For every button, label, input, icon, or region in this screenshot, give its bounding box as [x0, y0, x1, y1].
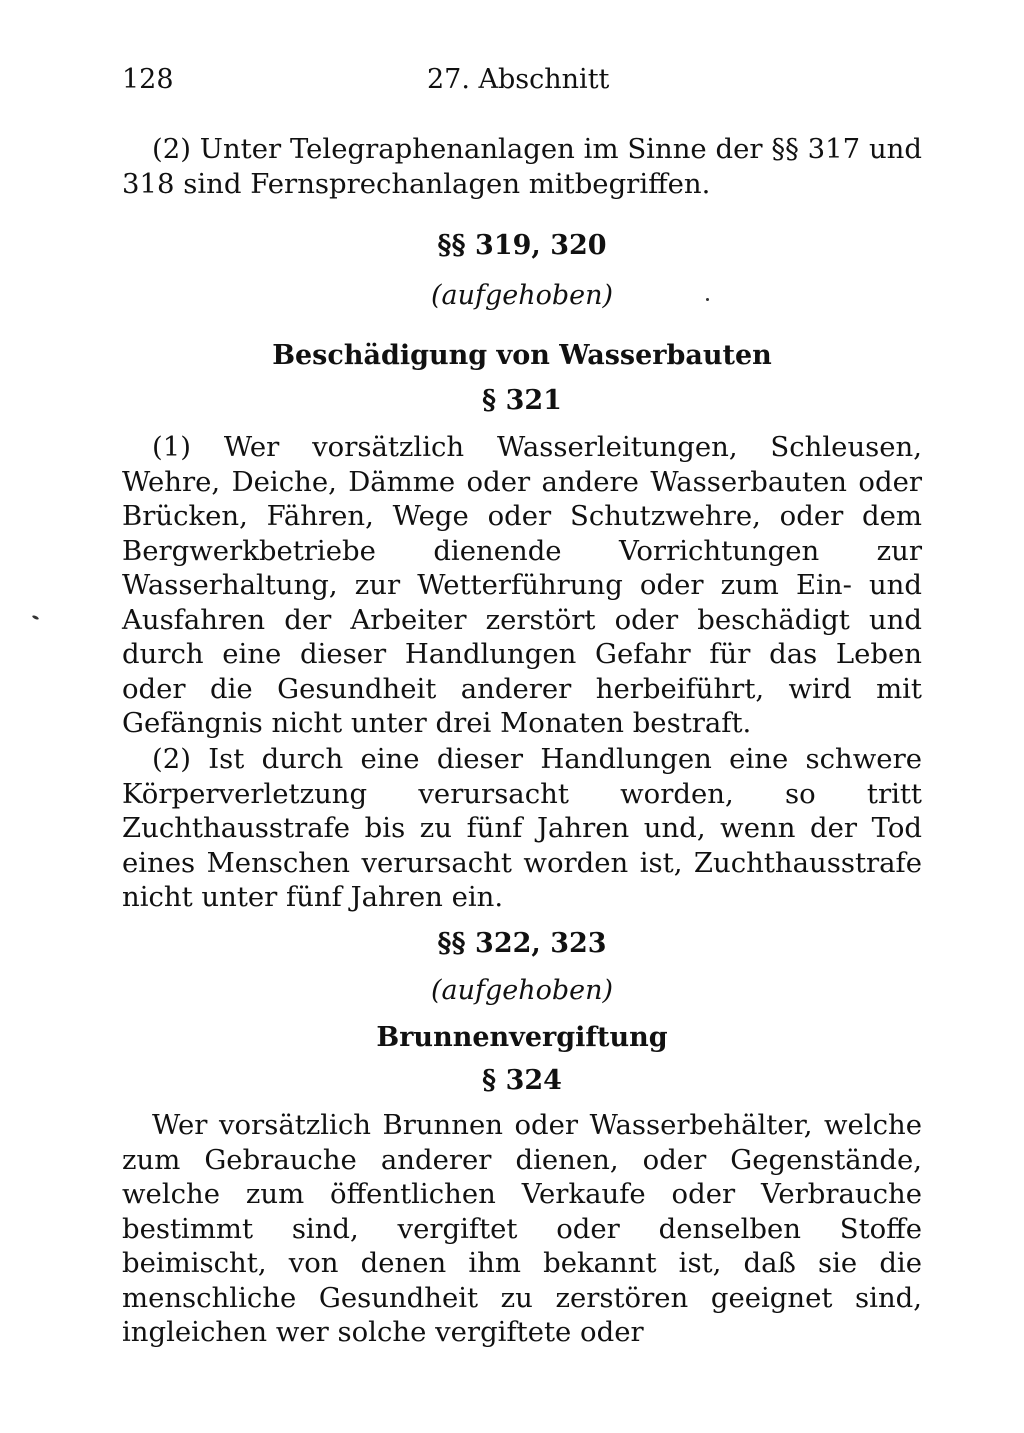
running-head: 27. Abschnitt	[427, 64, 610, 95]
paragraph-321-2	[122, 742, 922, 915]
paragraph-text: (2) Ist durch eine dieser Handlungen eine schwere Körperverletzung verursacht worden, so tritt Zuchthausstrafe bis zu fünf Jahren und, wenn der Tod eines Menschen verursacht worden ist, Zuchthausstrafe nicht unter fünf Jahren ein.	[122, 743, 922, 913]
section-title-324: Brunnenvergiftung	[376, 1022, 668, 1053]
section-number-319-320: §§ 319, 320	[437, 230, 607, 261]
paragraph-text: (1) Wer vorsätzlich Wasserleitungen, Schleusen, Wehre, Deiche, Dämme oder andere Wasserbauten oder Brücken, Fähren, Wege oder Schutzwehre, oder dem Bergwerkbetriebe dienende Vorrichtungen zur Wasserhaltung, zur Wetterführung oder zum Ein- und Ausfahren der Arbeiter zerstört oder beschädigt und durch eine dieser Handlungen Gefahr für das Leben oder die Gesundheit anderer herbeiführt, wird mit Gefängnis nicht unter drei Monaten bestraft.	[122, 431, 922, 739]
paragraph-317-2	[122, 132, 922, 201]
section-note-322-323: (aufgehoben)	[430, 975, 614, 1006]
scan-speck	[706, 298, 709, 301]
page-header	[122, 64, 922, 104]
paragraph-321-1	[122, 430, 922, 741]
paragraph-text: (2) Unter Telegraphenanlagen im Sinne der §§ 317 und 318 sind Fernsprechanlagen mitbegriffen.	[122, 133, 922, 200]
paragraph-324	[122, 1108, 922, 1350]
page-number: 128	[122, 64, 174, 95]
section-number-322-323: §§ 322, 323	[437, 928, 607, 959]
paragraph-text: Wer vorsätzlich Brunnen oder Wasserbehälter, welche zum Gebrauche anderer dienen, oder Gegenstände, welche zum öffentlichen Verkaufe oder Verbrauche bestimmt sind, vergiftet oder denselben Stoffe beimischt, von denen ihm bekannt ist, daß sie die menschliche Gesundheit zu zerstören geeignet sind, ingleichen wer solche vergiftete oder	[122, 1109, 922, 1348]
section-number-321: § 321	[482, 385, 562, 416]
section-number-324: § 324	[482, 1065, 562, 1096]
section-title-321: Beschädigung von Wasserbauten	[272, 340, 772, 371]
margin-mark	[32, 615, 40, 621]
section-note-319-320: (aufgehoben)	[430, 280, 614, 311]
